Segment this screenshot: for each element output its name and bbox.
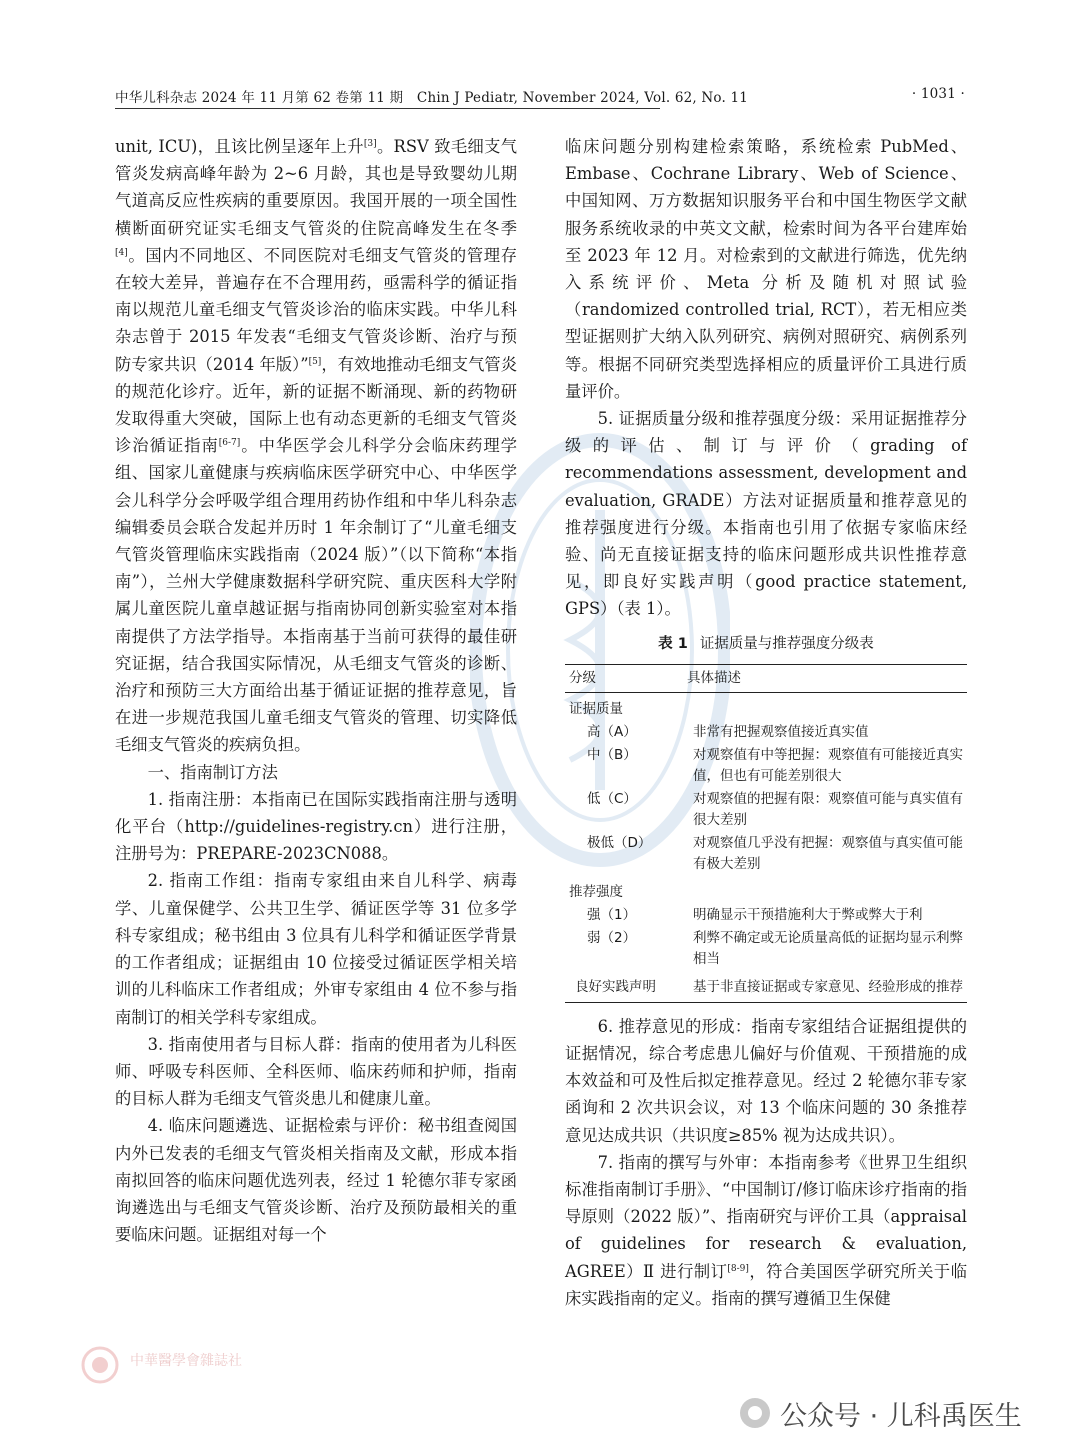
table-group-evidence: 证据质量 (569, 700, 623, 717)
header-rule (115, 108, 660, 109)
brand-label: 公众号 · 儿科禹医生 (780, 1400, 1022, 1432)
publisher-logo-icon (80, 1345, 120, 1385)
paragraph-recommendation-formation: 6. 推荐意见的形成：指南专家组结合证据组提供的证据情况，综合考虑患儿偏好与价值观、干预措施的成本效益和可及性后拟定推荐意见。经过 2 轮德尔菲专家函询和 2 次共识会议，对 13 个临床问题的 30 条推荐意见达成共识（共识度≥85% 视为达成共识）。 (565, 1016, 967, 1145)
table-row: 低（C） 对观察值的把握有限：观察值可能与真实值有很大差别 (587, 790, 963, 828)
page-number: · 1031 · (911, 86, 965, 102)
table-row: 强（1） 明确显示干预措施利大于弊或弊大于利 (587, 906, 923, 923)
section-heading-methods: 一、指南制订方法 (147, 762, 278, 782)
journal-citation: 中华儿科杂志 2024 年 11 月第 62 卷第 11 期 Chin J Pediatr, November 2024, Vol. 62, No. 11 (115, 90, 749, 106)
paragraph-working-group: 2. 指南工作组：指南专家组由来自儿科学、病毒学、儿童保健学、公共卫生学、循证医学等 31 位多学科专家组成；秘书组由 3 位具有儿科学和循证医学背景的工作者组成；证据组由 10 位接受过循证医学相关培训的儿科临床工作者组成；外审专家组由 4 位不参与指南制订的相关学科专家组成。 (115, 871, 517, 1027)
paragraph-target-users: 3. 指南使用者与目标人群：指南的使用者为儿科医师、呼吸专科医师、全科医师、临床药师和护师，指南的目标人群为毛细支气管炎患儿和健康儿童。 (115, 1034, 517, 1109)
table-row: 弱（2） 利弊不确定或无论质量高低的证据均显示利弊相当 (587, 929, 963, 967)
table-row: 良好实践声明 基于非直接证据或专家意见、经验形成的推荐 (565, 971, 967, 1003)
paragraph-grade: 5. 证据质量分级和推荐强度分级：采用证据推荐分级的评估、制订与评价（grading of recommendations assessment, development and evaluation, GRADE）方法对证据质量和推荐意见的推荐强度进行分级。本指南也引用了依据专家临床经验、尚无直接证据支持的临床问题形成共识性推荐意见，即良好实践声明（good practice statement, GPS）（表 1）。 (565, 409, 967, 619)
paragraph-clinical-questions: 4. 临床问题遴选、证据检索与评价：秘书组查阅国内外已发表的毛细支气管炎相关指南及文献，形成本指南拟回答的临床问题优选列表，经过 1 轮德尔菲专家函询遴选出与毛细支气管炎诊断、治疗及预防最相关的重要临床问题。证据组对每一个 (115, 1116, 517, 1245)
wechat-icon (740, 1398, 770, 1428)
table-row: 中（B） 对观察值有中等把握：观察值有可能接近真实值，但也有可能差别很大 (587, 746, 963, 784)
wechat-brand (740, 1395, 1022, 1431)
table-row: 高（A） 非常有把握观察值接近真实值 (587, 723, 869, 740)
paragraph-writing-review: 7. 指南的撰写与外审：本指南参考《世界卫生组织标准指南制订手册》、“中国制订/修订临床诊疗指南的指导原则（2022 版）”、指南研究与评价工具（appraisal of guidelines for research & evaluation, AGREE）Ⅱ 进行制订[8-9]，符合美国医学研究所关于临床实践指南的定义。指南的撰写遵循卫生保健 (565, 1152, 967, 1308)
right-column (565, 133, 967, 1312)
paragraph-registration: 1. 指南注册：本指南已在国际实践指南注册与透明化平台（http://guidelines-registry.cn）进行注册，注册号为：PREPARE-2023CN088。 (115, 789, 517, 864)
paragraph-search-continued: 临床问题分别构建检索策略，系统检索 PubMed、Embase、Cochrane Library、Web of Science、中国知网、万方数据知识服务平台和中国生物医学文献服务系统收录的中英文文献，检索时间为各平台建库始至 2023 年 12 月。对检索到的文献进行筛选，优先纳入系统评价、Meta 分析及随机对照试验（randomized controlled trial, RCT），若无相应类型证据则扩大纳入队列研究、病例对照研究、病例系列等。根据不同研究类型选择相应的质量评价工具进行质量评价。 (565, 137, 967, 401)
table-row: 极低（D） 对观察值几乎没有把握：观察值与真实值可能有极大差别 (587, 834, 963, 872)
grade-table (565, 664, 967, 1003)
table-caption: 表 1 证据质量与推荐强度分级表 (658, 635, 874, 652)
publisher-name: 中華醫學會雜誌社 (130, 1353, 242, 1369)
intro-paragraph: unit, ICU)，且该比例呈逐年上升[3]。RSV 致毛细支气管炎发病高峰年龄为 2~6 月龄，其也是导致婴幼儿期气道高反应性疾病的重要原因。我国开展的一项全国性横断面研究证实毛细支气管炎的住院高峰发生在冬季[4]。国内不同地区、不同医院对毛细支气管炎的管理存在较大差异，普遍存在不合理用药，亟需科学的循证指南以规范儿童毛细支气管炎诊治的临床实践。中华儿科杂志曾于 2015 年发表“毛细支气管炎诊断、治疗与预防专家共识（2014 年版）”[5]，有效地推动毛细支气管炎的规范化诊疗。近年，新的证据不断涌现、新的药物研发取得重大突破，国际上也有动态更新的毛细支气管炎诊治循证指南[6-7]。中华医学会儿科学分会临床药理学组、国家儿童健康与疾病临床医学研究中心、中华医学会儿科学分会呼吸学组合理用药协作组和中华儿科杂志编辑委员会联合发起并历时 1 年余制订了“儿童毛细支气管炎管理临床实践指南（2024 版）”（以下简称“本指南”），兰州大学健康数据科学研究院、重庆医科大学附属儿童医院儿童卓越证据与指南协同创新实验室对本指南提供了方法学指导。本指南基于当前可获得的最佳研究证据，结合我国实际情况，从毛细支气管炎的诊断、治疗和预防三大方面给出基于循证证据的推荐意见，旨在进一步规范我国儿童毛细支气管炎的管理、切实降低毛细支气管炎的疾病负担。 (115, 137, 517, 755)
running-header (115, 86, 965, 108)
table-header-description: 具体描述 (683, 664, 967, 692)
table-header-level: 分级 (565, 664, 683, 692)
table-group-recommendation: 推荐强度 (569, 883, 623, 900)
left-column (115, 133, 517, 1248)
